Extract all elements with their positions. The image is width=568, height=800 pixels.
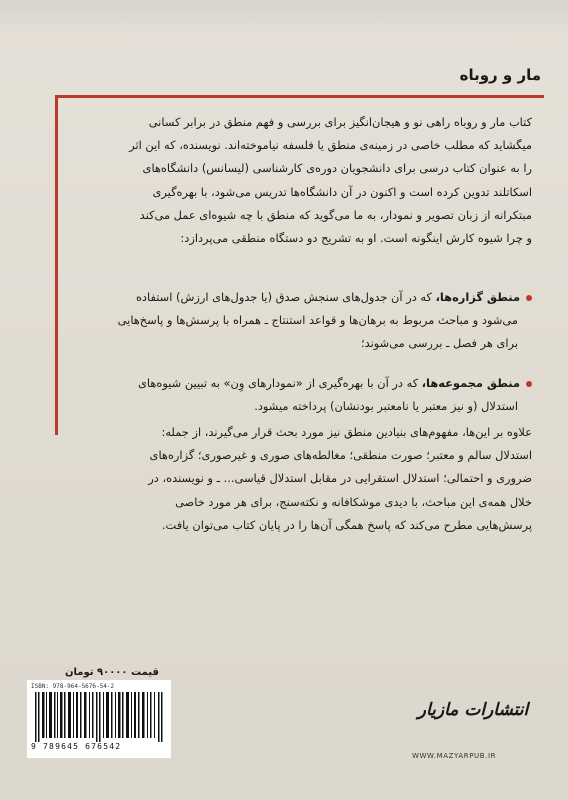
book-title: مار و روباه <box>459 66 541 84</box>
intro-line: را به عنوان کتاب درسی برای دانشجویان دوره‌ی کارشناسی (لیسانس) دانشگاه‌های <box>142 161 532 176</box>
closing-line: خلال همه‌ی این مباحث، با دیدی موشکافانه و نکته‌سنج، برای هر مورد خاصی <box>175 494 532 509</box>
intro-line: کتاب مار و روباه راهی نو و هیجان‌انگیز برای بررسی و فهم منطق در برابر کسانی <box>148 115 532 129</box>
closing-paragraph <box>62 421 532 537</box>
intro-line: مبتکرانه از زبان تصویر و نمودار، به ما می‌گوید که منطق با چه شیوه‌ای عمل می‌کند <box>139 207 532 222</box>
closing-line: استدلال سالم و معتبر؛ صورت منطقی؛ مغالطه‌های صوری و غیرصوری؛ گزاره‌های <box>149 448 532 463</box>
closing-line: علاوه بر این‌ها، مفهوم‌های بنیادین منطق نیز مورد بحث قرار می‌گیرند، از جمله: <box>161 425 532 439</box>
intro-line: اسکاتلند تدوین کرده است و اکنون در آن دانشگاه‌ها تدریس می‌شود، با بهره‌گیری <box>152 184 532 199</box>
isbn-barcode <box>27 680 171 758</box>
bullet-line: برای هر فصل ـ بررسی می‌شوند؛ <box>360 336 518 351</box>
price-label: قیمت ۹۰۰۰۰ تومان <box>29 667 168 681</box>
intro-paragraph <box>62 111 532 250</box>
bullet-dot-icon <box>526 381 532 387</box>
isbn-label: ISBN: 978-964-5676-54-2 <box>31 683 115 690</box>
bullet-line: می‌شود و مباحث مربوط به برهان‌ها و قواعد استنتاج ـ همراه با پرسش‌ها و پاسخ‌هایی <box>117 313 518 328</box>
publisher-url: WWW.MAZYARPUB.IR <box>412 752 497 760</box>
bullet-line <box>62 286 532 309</box>
barcode-icon <box>33 692 165 742</box>
intro-line: میگشاید که مطلب خاصی در زمینه‌ی منطق یا فلسفه نیاموخته‌اند. نویسنده، که این اثر <box>129 138 532 153</box>
bullet-line <box>62 372 532 395</box>
bullet-dot-icon <box>526 295 532 301</box>
publisher-logo: انتشارات مازیار <box>417 700 529 720</box>
bullet-text: که در آن با بهره‌گیری از «نمودارهای وِن» به تبیین شیوه‌های <box>138 376 422 390</box>
bullet-text: که در آن جدول‌های سنجش صدق (یا جدول‌های ارزش) استفاده <box>135 290 436 304</box>
bullet-propositional-logic <box>62 286 532 356</box>
closing-line: پرسش‌هایی مطرح می‌کند که پاسخ همگی آن‌ها را در پایان کتاب می‌توان یافت. <box>161 517 532 532</box>
barcode-number: 9 789645 676542 <box>31 742 122 751</box>
title-rule-vertical <box>55 95 58 435</box>
bullet-line: استدلال (و نیز معتبر یا نامعتبر بودنشان) پرداخته میشود. <box>254 399 518 414</box>
title-rule-horizontal <box>55 95 544 98</box>
intro-line: و چرا شیوه کارش اینگونه است. او به تشریح دو دستگاه منطقی می‌پردازد: <box>180 231 532 246</box>
closing-line: ضروری و احتمالی؛ استدلال استقرایی در مقابل استدلال قیاسی... ـ و نویسنده، در <box>148 471 532 486</box>
bullet-term: منطق مجموعه‌ها، <box>421 376 520 390</box>
bullet-term: منطق گزاره‌ها، <box>435 290 520 304</box>
bullet-set-logic <box>62 372 532 418</box>
